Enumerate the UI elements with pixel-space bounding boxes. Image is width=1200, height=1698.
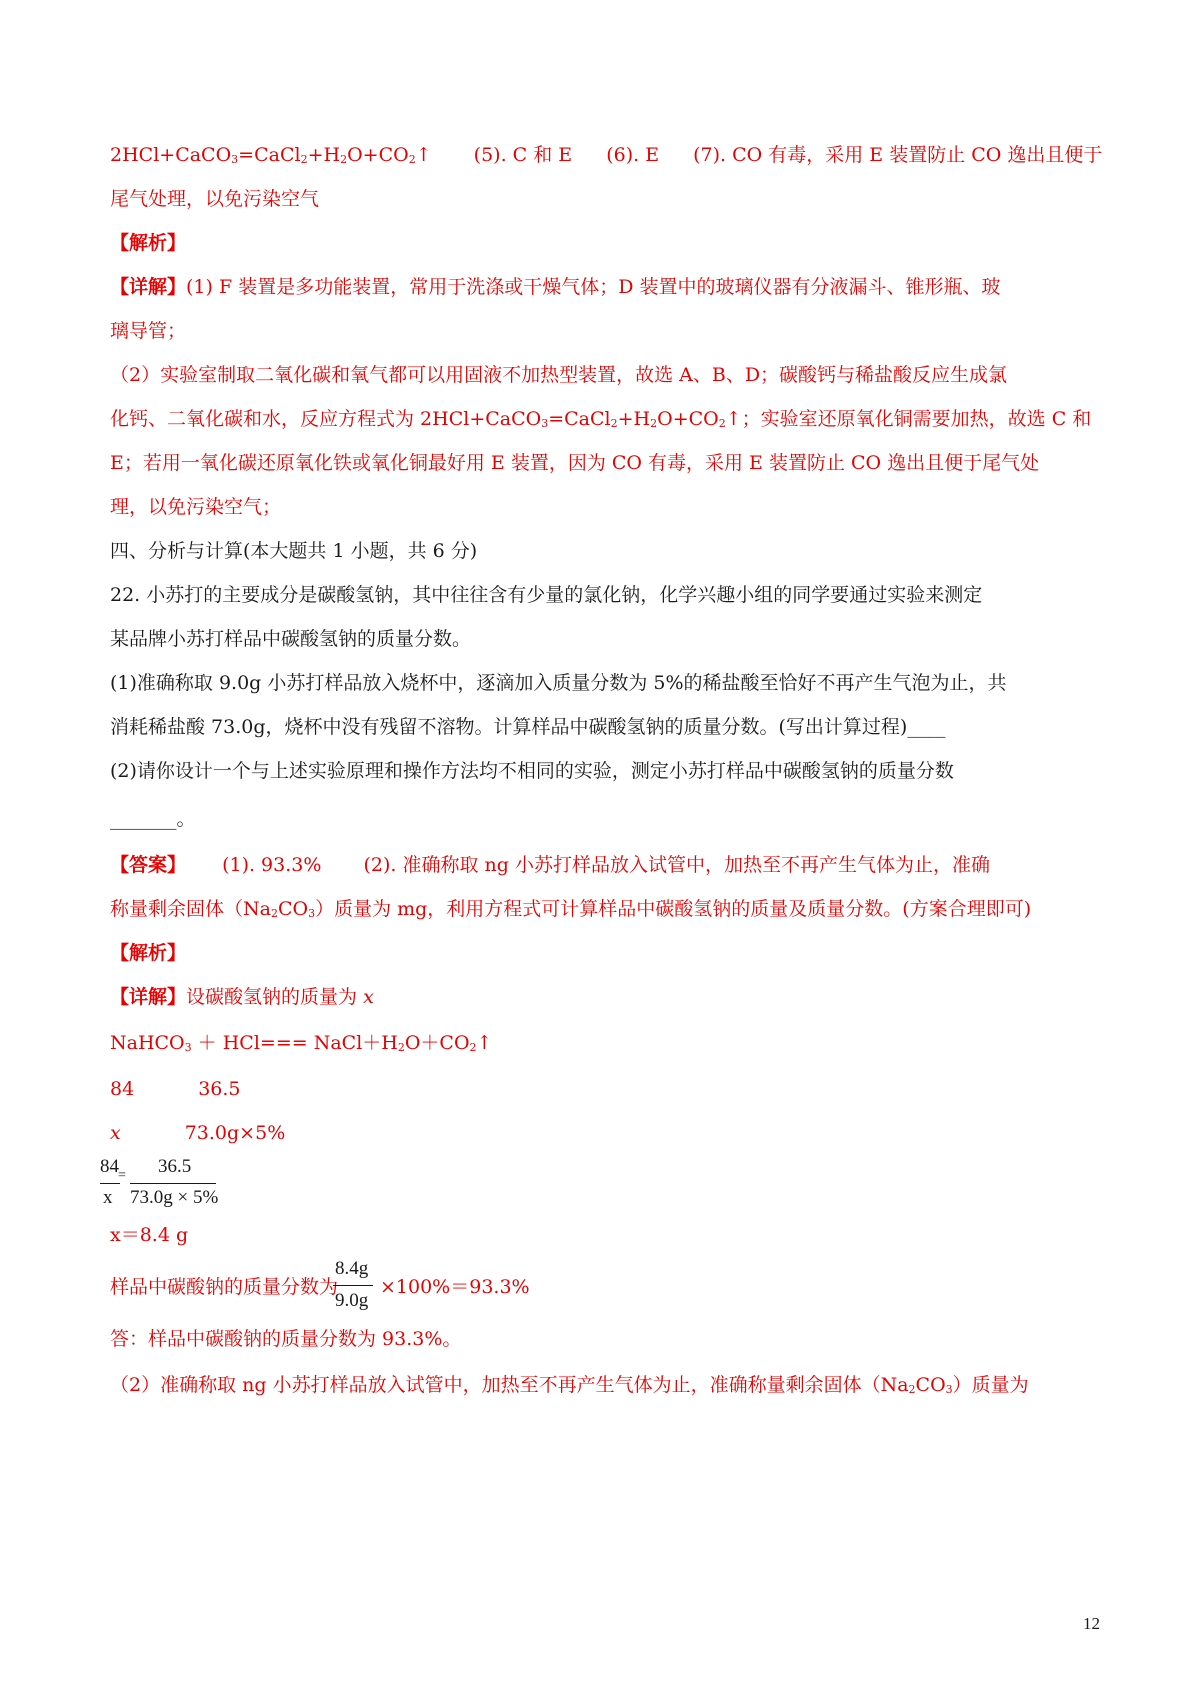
detail-1-line-2: 璃导管； [110,320,187,342]
conclusion-line: 答：样品中碳酸钠的质量分数为 93.3%。 [110,1328,462,1350]
answer-5: (5). C 和 E [473,144,573,166]
answer-label: 【答案】 [110,854,187,876]
page-number: 12 [1083,1614,1100,1633]
detail-1-line-4: 化钙、二氧化碳和水，反应方程式为 $2HCl+CaCO_3=CaCl_2+H_2O+CO_2↑$；实验室还原氧化铜需要加热，故选 C 和 [110,408,1092,430]
question-22-line-2: 某品牌小苏打样品中碳酸氢钠的质量分数。 [110,628,472,650]
question-22-line-4: 消耗稀盐酸 73.0g，烧杯中没有残留不溶物。计算样品中碳酸氢钠的质量分数。(写出计算过程)____ [110,716,946,738]
answer-line-prev-1: $2HCl+CaCO_3=CaCl_2+H_2O+CO_2↑$ (5). C 和 E (6). E (7). CO 有毒，采用 E 装置防止 CO 逸出且便于 [110,144,1103,166]
analysis-label-2: 【解析】 [110,942,187,964]
detail-label: 【详解】 [110,276,187,298]
analysis-label-1: 【解析】 [110,232,187,254]
question-22-line-3: (1)准确称取 9.0g 小苏打样品放入烧杯中，逐滴加入质量分数为 5%的稀盐酸至恰好不再产生气泡为止，共 [110,672,1007,694]
reaction-equation: NaHCO$_3$ ＋ $HCl=== NaCl+H_2O+CO_2↑$ [110,1032,493,1054]
detail-label: 【详解】 [110,986,187,1008]
detail-2-line-1: 【详解】设碳酸氢钠的质量为 x [110,986,374,1008]
detail-1-line-5: E；若用一氧化碳还原氧化铁或氧化铜最好用 E 装置，因为 CO 有毒，采用 E 装置防止 CO 逸出且便于尾气处 [110,452,1040,474]
detail-2-part-2: （2）准确称取 ng 小苏打样品放入试管中，加热至不再产生气体为止，准确称量剩余固体$(Na_2CO_3)$质量为 [110,1374,1029,1396]
answer-line-1: 【答案】 (1). 93.3% (2). 准确称取 ng 小苏打样品放入试管中，加热至不再产生气体为止，准确 [110,854,990,876]
section-heading: 四、分析与计算(本大题共 1 小题，共 6 分) [110,540,478,562]
answer-line-2: 称量剩余固体$(Na_2CO_3)$质量为 mg，利用方程式可计算样品中碳酸氢钠的质量及质量分数。(方案合理即可) [110,898,1032,920]
question-22-line-6: _______。 [110,808,196,830]
ratio-row-1: 84 36.5 [110,1078,241,1100]
detail-1-line-3: （2）实验室制取二氧化碳和氧气都可以用固液不加热型装置，故选 A、B、D；碳酸钙与稀盐酸反应生成氯 [110,364,1008,386]
equation-text: 2HCl+CaCO [110,144,232,166]
detail-1-line-1: 【详解】(1) F 装置是多功能装置，常用于洗涤或干燥气体；D 装置中的玻璃仪器有分液漏斗、锥形瓶、玻 [110,276,1001,298]
mass-fraction-tail: ×100%＝93.3% [380,1276,530,1298]
question-22-line-5: (2)请你设计一个与上述实验原理和操作方法均不相同的实验，测定小苏打样品中碳酸氢钠的质量分数 [110,760,954,782]
ratio-row-2: x 73.0g×5% [110,1122,286,1144]
answer-line-prev-2: 尾气处理，以免污染空气 [110,188,320,210]
answer-7: (7). CO 有毒，采用 E 装置防止 CO 逸出且便于 [693,144,1103,166]
question-22-line-1: 22. 小苏打的主要成分是碳酸氢钠，其中往往含有少量的氯化钠，化学兴趣小组的同学要通过实验来测定 [110,584,983,606]
answer-6: (6). E [606,144,660,166]
detail-1-line-6: 理，以免污染空气； [110,496,282,518]
result-line: x＝8.4 g [110,1224,189,1246]
mass-fraction-line: 样品中碳酸钠的质量分数为 [110,1276,339,1298]
